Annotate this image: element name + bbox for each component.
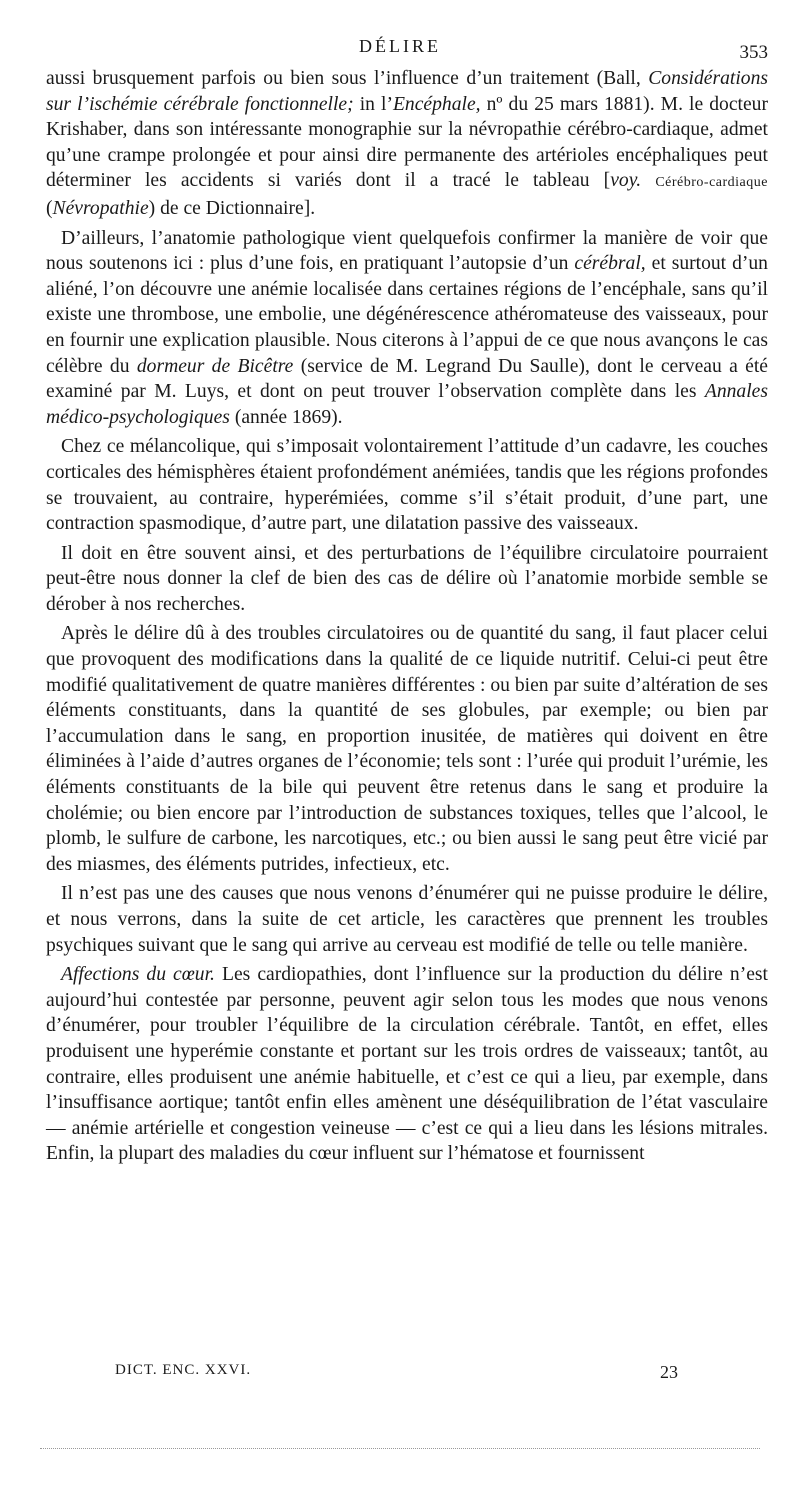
text-run: in l’ xyxy=(353,93,393,115)
italic-run: dormeur de Bicêtre xyxy=(136,355,294,377)
paragraph-1 xyxy=(46,66,768,222)
page-number: 353 xyxy=(739,42,768,63)
text-run: Les cardiopathies, dont l’influence sur la production du délire n’est aujourd’hui contestée par personne, peuvent agir selon tous les modes que nous venons d’énumérer, pour troubler l’équilibre de la circulation cérébrale. Tantôt, en effet, elles produisent une hyperémie constante et portant sur les trois ordres de vaisseaux; tantôt, au contraire, elles produisent une anémie habituelle, et c’est ce qui a lieu, par exemple, dans l’insuffisance aortique; tantôt enfin elles amènent une déséquilibration de l’état vasculaire — anémie artérielle et congestion veineuse — c’est ce qui a lieu dans les lésions mitrales. Enfin, la plupart des maladies du cœur influent sur l’hématose et fournissent xyxy=(46,964,768,1165)
italic-run: cérébral, xyxy=(574,253,646,275)
paragraph-6: Il n’est pas une des causes que nous venons d’énumérer qui ne puisse produire le délire, et nous verrons, dans la suite de cet article, les caractères que prennent les troubles psychiques suivant que le sang qui arrive au cerveau est modifié de telle ou telle manière. xyxy=(46,883,768,956)
footer-sheet-number: 23 xyxy=(660,1362,678,1382)
paragraph-4: Il doit en être souvent ainsi, et des perturbations de l’équilibre circulatoire pourraient peut-être nous donner la clef de bien des cas de délire où l’anatomie morbide semble se dérober à nos recherches. xyxy=(46,542,768,615)
text-run: nº du 25 mars 1881). M. le docteur Krishaber, dans son intéressante monographie sur la névropathie cérébro-cardiaque, admet qu’une crampe prolongée et pour ainsi dire permanente des artérioles encéphaliques peut déterminer les accidents si variés dont il a tracé le tableau [ xyxy=(46,93,768,192)
small-caps-run: Cérébro-cardiaque xyxy=(655,175,768,191)
text-run: aussi brusquement parfois ou bien sous l’influence d’un traitement (Ball, xyxy=(46,68,649,89)
paragraph-2 xyxy=(46,226,768,431)
section-heading-italic: Affections du cœur. xyxy=(61,964,215,986)
text-run xyxy=(641,170,655,191)
text-run: D’ailleurs, l’anatomie pathologique vient quelquefois confirmer la manière de voir que nous soutenons ici : plus d’une fois, en pratiquant l’autopsie d’un xyxy=(46,227,768,275)
italic-run: Considérations sur l’ischémie cérébrale fonctionnelle; xyxy=(46,68,768,115)
bottom-dotted-rule xyxy=(40,1448,760,1449)
page-title: DÉLIRE xyxy=(359,36,441,56)
text-run: (année 1869). xyxy=(229,406,343,428)
text-run: et surtout d’un aliéné, l’on découvre une anémie localisée dans certaines régions de l’encéphale, sans qu’il existe une thrombose, une embolie, une dégénérescence athéromateuse des vaisseaux, pour en fournir une explication plausible. Nous citerons à l’appui de ce que nous avançons le cas célèbre du xyxy=(46,253,768,377)
italic-run: Encéphale, xyxy=(392,93,481,115)
running-head xyxy=(0,36,800,63)
text-run: (service de M. Legrand Du Saulle), dont le cerveau a été examiné par M. Luys, et dont on peut trouver l’observation complète dans les xyxy=(46,355,768,403)
paragraph-5: Après le délire dû à des troubles circulatoires ou de quantité du sang, il faut placer celui que provoquent des modifications dans la qualité de ce liquide nutritif. Celui-ci peut être modifié qualitativement de quatre manières différentes : ou bien par suite d’altération de ses éléments constituants, dans la quantité de ses globules, par exemple; ou bien par l’accumulation dans le sang, en proportion inusitée, de matières qui doivent en être éliminées à l’aide d’autres organes de l’économie; tels sont : l’urée qui produit l’urémie, les éléments constituants de la bile qui peuvent être retenus dans le sang et produire la cholémie; ou bien encore par l’introduction de substances toxiques, telles que l’alcool, le plomb, le sulfure de carbone, les narcotiques, etc.; ou bien aussi le sang peut être vicié par des miasmes, des éléments putrides, infectieux, etc. xyxy=(46,623,768,875)
body-text xyxy=(46,66,768,1171)
paragraph-3: Chez ce mélancolique, qui s’imposait volontairement l’attitude d’un cadavre, les couches corticales des hémisphères étaient profondément anémiées, tandis que les régions profondes se trouvaient, au contraire, hyperémiées, comme s’il s’était produit, d’une part, une contraction spasmodique, d’autre part, une dilatation passive des vaisseaux. xyxy=(46,436,768,535)
italic-run: Annales médico-psychologiques xyxy=(46,381,768,428)
italic-run: Névropathie xyxy=(52,197,149,219)
italic-run: voy. xyxy=(610,170,642,192)
paragraph-7 xyxy=(46,962,768,1167)
text-run: ) de ce Dictionnaire]. xyxy=(148,197,316,219)
footer-signature: DICT. ENC. XXVI. xyxy=(115,1362,252,1378)
text-run: ( xyxy=(46,197,53,219)
page-footer xyxy=(0,1362,800,1386)
